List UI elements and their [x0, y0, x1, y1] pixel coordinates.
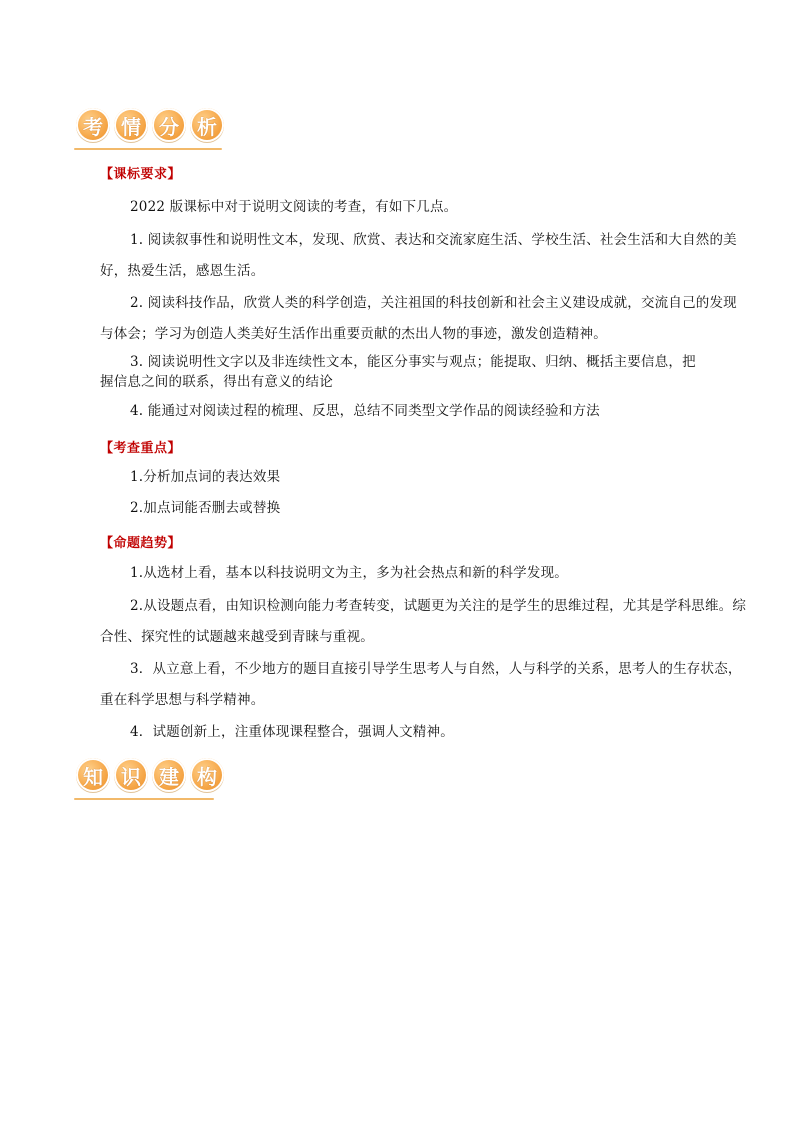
- label-standards: 【课标要求】: [100, 167, 182, 182]
- standards-item-1-line1: 1. 阅读叙事性和说明性文本，发现、欣赏、表达和交流家庭生活、学校生活、社会生活和大自然的美: [130, 232, 737, 248]
- heading-char: 考: [76, 108, 110, 142]
- heading-char: 识: [114, 758, 148, 792]
- trend-item-3-line2: 重在科学思想与科学精神。: [100, 692, 265, 708]
- standards-item-1-line2: 好，热爱生活，感恩生活。: [100, 263, 265, 279]
- section-heading-exam-analysis: [70, 102, 230, 166]
- heading-underline: [74, 148, 222, 150]
- standards-item-2-line1: 2. 阅读科技作品，欣赏人类的科学创造，关注祖国的科技创新和社会主义建设成就，交流自己的发现: [130, 295, 737, 311]
- trend-item-2-line2: 合性、探究性的试题越来越受到青睐与重视。: [100, 629, 374, 645]
- trend-item-4-line1: 4．试题创新上，注重体现课程整合，强调人文精神。: [130, 724, 454, 740]
- trend-item-2-line1: 2.从设题点看，由知识检测向能力考查转变，试题更为关注的是学生的思维过程，尤其是学科思维。综: [130, 598, 747, 614]
- trend-item-1-line1: 1.从选材上看，基本以科技说明文为主，多为社会热点和新的科学发现。: [130, 565, 568, 581]
- section-heading-knowledge-construction: [70, 752, 230, 816]
- heading-char: 情: [114, 108, 148, 142]
- label-trend: 【命题趋势】: [100, 536, 182, 551]
- standards-item-4-line1: 4. 能通过对阅读过程的梳理、反思，总结不同类型文学作品的阅读经验和方法: [130, 403, 600, 419]
- heading-char: 建: [152, 758, 186, 792]
- heading-char: 分: [152, 108, 186, 142]
- heading-char: 知: [76, 758, 110, 792]
- label-focus: 【考查重点】: [100, 441, 182, 456]
- standards-item-2-line2: 与体会；学习为创造人类美好生活作出重要贡献的杰出人物的事迹，激发创造精神。: [100, 326, 607, 342]
- heading-char: 构: [190, 758, 224, 792]
- heading-char: 析: [190, 108, 224, 142]
- heading-underline: [74, 798, 214, 800]
- standards-item-3-line2: 握信息之间的联系，得出有意义的结论: [100, 374, 333, 390]
- standards-item-3-line1: 3. 阅读说明性文字以及非连续性文本，能区分事实与观点；能提取、归纳、概括主要信息，把: [130, 354, 696, 370]
- standards-intro: 2022 版课标中对于说明文阅读的考查，有如下几点。: [130, 199, 458, 215]
- focus-item-2: 2.加点词能否删去或替换: [130, 500, 281, 516]
- focus-item-1: 1.分析加点词的表达效果: [130, 469, 281, 485]
- trend-item-3-line1: 3．从立意上看，不少地方的题目直接引导学生思考人与自然，人与科学的关系，思考人的生存状态，: [130, 661, 742, 677]
